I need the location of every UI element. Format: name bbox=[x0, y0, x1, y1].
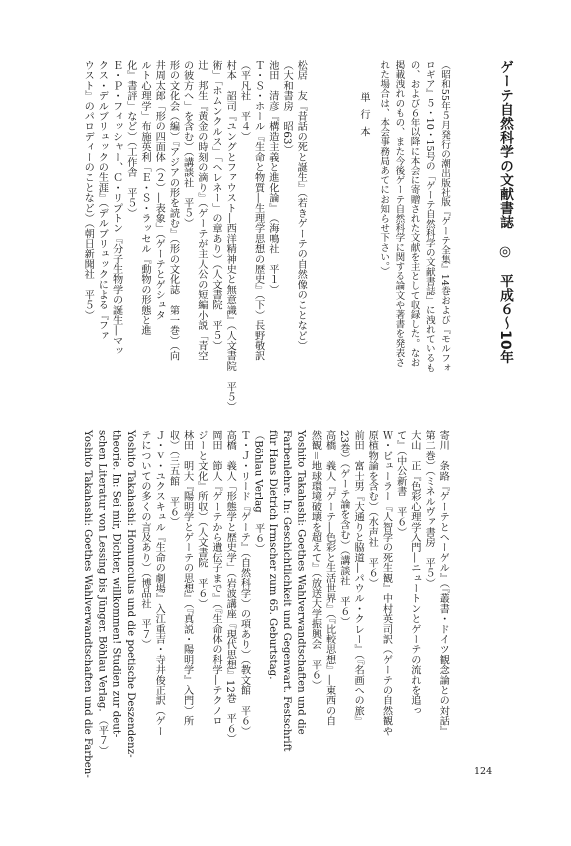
section-heading: 単行本 bbox=[358, 92, 369, 144]
reference-entry-line: 大山 正『色彩心理学入門―ニュートンとゲーテの流れを追っ bbox=[408, 430, 420, 716]
intro-line: 掲載洩れのもの、また今後ゲーテ自然科学に関する論文や著書を発表さ bbox=[393, 60, 405, 368]
reference-entry-line: 23巻）（ゲーテ論を含む）（講談社 平６） bbox=[337, 430, 349, 627]
reference-entry-line: 形の文化会（編）『アジアの形を読む』（形の文化誌 第一巻）（向 bbox=[167, 60, 179, 361]
reference-entry-line: Yoshito Takahashi: Homunculus und die poetische Deszendenz- bbox=[124, 430, 136, 758]
intro-line: の、および６年以降に本会に寄贈された文献を主として収録した。なお bbox=[408, 60, 420, 368]
reference-list-top bbox=[80, 60, 307, 412]
reference-entry-line: Yoshito Takahashi: Goethes Wahlverwandtschaften und die Farben- bbox=[82, 430, 94, 778]
reference-entry-line: 然観＝地球環境破壊を超えて』（放送大学振興会 平６） bbox=[309, 430, 321, 691]
reference-entry-line: schen Literatur von Lessing bis Jünger. Böhlau Verlag. （平７） bbox=[96, 430, 108, 756]
reference-entry-line: 井周太郎「形の四面体（２）―表象」（ゲーテとゲシュタ bbox=[153, 60, 165, 321]
reference-entry-line: 収）（三五館 平６） bbox=[167, 430, 179, 527]
reference-entry-line: Ｔ・Ｊ・リード『ゲーテ』（自然科学）の項あり）（教文館 平６） bbox=[238, 430, 250, 736]
reference-entry-line: für Hans Dietrich Irmscher zum 65. Geburtstag. bbox=[266, 430, 278, 680]
page-number: 124 bbox=[474, 766, 493, 777]
reference-entry-line: て』（中公新書 平６） bbox=[394, 430, 406, 538]
reference-entry-line: クス・デルブリュックの生涯』（デルブリュックによる『ファ bbox=[96, 60, 108, 341]
reference-entry-line: （Böhlau Verlag 平６） bbox=[252, 430, 264, 554]
reference-entry-line: Ｔ・Ｓ・ホール『生命と物質―生理学思想の歴史』（下）長野敬訳 bbox=[252, 60, 264, 361]
reference-entry-line: ジーと文化』所収）（人文書院 平６） bbox=[195, 430, 207, 609]
reference-entry-line: （平凡社 平４） bbox=[238, 60, 250, 142]
reference-entry-line: 前田 富士男『大通りと脇道―パウル・クレー』（『名画への旅』 bbox=[352, 430, 364, 726]
reference-entry-line: 岡田 節人『ゲーテから遺伝子まで』（『生命体の科学―テクノロ bbox=[210, 430, 222, 726]
reference-entry-line: Ｊ・ｖ・ユクスキュル『生命の劇場』入江重吉・寺井俊正訳（ゲー bbox=[153, 430, 165, 736]
intro-line: ロギア』５・10・15号の「ゲーテ自然科学の文献書誌」に洩れているも bbox=[423, 60, 435, 373]
reference-entry-line: （大和書房 昭63） bbox=[281, 60, 293, 155]
reference-entry-line: Ｅ・Ｐ・フィッシャー、Ｃ・リプトン『分子生物学の誕生―マッ bbox=[110, 60, 122, 356]
reference-entry-line: 池田 清彦『構造主義と進化論』 （海鳴社 平１） bbox=[266, 60, 278, 295]
reference-entry-line: ルト心理学」布施英利「Ｅ・Ｓ・ラッセル『動物の形態と進 bbox=[139, 60, 151, 336]
reference-entry-line: 松居 友『昔話の死と誕生』（若きゲーテの自然像のことなど） bbox=[295, 60, 307, 351]
reference-entry-line: 寄川 条路『ゲーテとヘーゲル』（『叢書・ドイツ観念論との対話』 bbox=[437, 430, 449, 736]
reference-entry-line: 辻 邦生『黄金の時刻の滴り』（ゲーテが主人公の短編小説「青空 bbox=[195, 60, 207, 361]
reference-entry-line: ウスト』のパロディーのことなど）（朝日新聞社 平５） bbox=[82, 60, 94, 321]
reference-entry-line: 村本 詔司『ユングとファウスト―西洋精神史と無意識』（人文書院 平５） bbox=[224, 60, 236, 412]
reference-entry-line: の彼方へ」を含む）（講談社 平５） bbox=[181, 60, 193, 229]
reference-entry-line: 高橋 義人「形態学と歴史学」（岩波講座『現代思想』12巻 平６） bbox=[224, 430, 236, 744]
reference-entry-line: theorie. In: Sei mir, Dichter, willkommen! Studien zur deut- bbox=[110, 430, 122, 738]
reference-entry-line: 術」「ホムンクルス」「ヘレネー」の章あり）（人文書院 平５） bbox=[210, 60, 222, 351]
reference-entry-line: Farbenlehre. In: Geschichtlichkeit und Gegenwart. Festschrift bbox=[281, 430, 293, 752]
reference-entry-line: 林田 明大『陽明学とゲーテの思想』（『真説・陽明学』入門）所 bbox=[181, 430, 193, 726]
reference-entry-line: 第二巻）（ミネルヴァ書房 平５） bbox=[423, 430, 435, 589]
page-title: ゲーテ自然科学の文献書誌 ◎ 平成６〜10年 bbox=[497, 60, 513, 364]
reference-entry-line: Ｗ・ビューラー『人智学の死生観』中村英司訳（ゲーテの自然観や bbox=[380, 430, 392, 736]
intro-line: れた場合は、本会事務局あてにお知らせ下さい。） bbox=[378, 60, 390, 276]
reference-entry-line: テについての多くの言及あり）（博品社 平７） bbox=[139, 430, 151, 650]
reference-entry-line: Yoshito Takahashi: Goethes Wahlverwandtschaften und die bbox=[295, 430, 307, 735]
reference-list-bottom bbox=[80, 430, 449, 778]
reference-entry-line: 原植物論を含む）（水声社 平６） bbox=[366, 430, 378, 589]
reference-entry-line: 高橋 義人『ゲーテ―色彩と生活世界』（『比較思想』―東西の自 bbox=[323, 430, 335, 726]
reference-entry-line: 化』書評」など）（工作舎 平５） bbox=[124, 60, 136, 219]
intro-paragraph bbox=[376, 60, 452, 373]
intro-line: （昭和55年５月発行の潮出版社版『ゲーテ全集』14巻および『モルフォ bbox=[439, 60, 451, 373]
